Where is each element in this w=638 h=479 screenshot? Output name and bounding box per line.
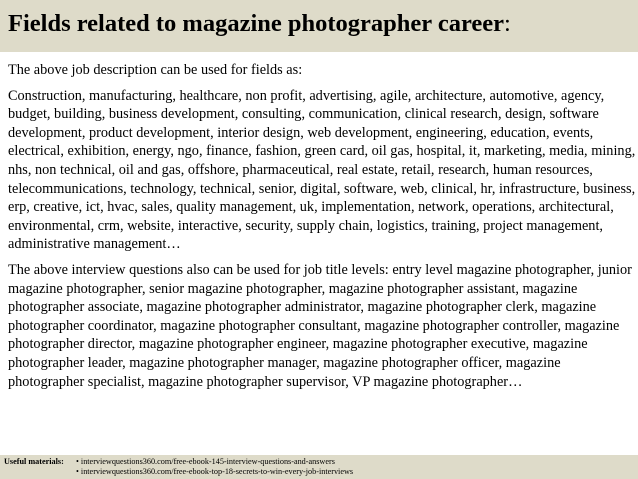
footer-link-2[interactable]: • interviewquestions360.com/free-ebook-top-18-secrets-to-win-every-job-interviews bbox=[76, 467, 354, 476]
footer-row-1 bbox=[4, 457, 638, 467]
footer-link-1[interactable]: • interviewquestions360.com/free-ebook-145-interview-questions-and-answers bbox=[76, 457, 335, 466]
page-title: Fields related to magazine photographer career bbox=[8, 10, 505, 37]
title-colon: : bbox=[504, 10, 511, 37]
fields-paragraph: Construction, manufacturing, healthcare, non profit, advertising, agile, architecture, automotive, agency, budget, building, business development, consulting, communication, clinical research, design, software development, product development, interior design, web development, engineering, education, events, electrical, exhibition, energy, ngo, finance, fashion, green card, oil gas, hospital, it, marketing, media, mining, nhs, non technical, oil and gas, offshore, pharmaceutical, real estate, retail, research, human resources, telecommunications, technology, technical, senior, digital, software, web, clinical, hr, infrastructure, business, erp, creative, ict, hvac, sales, quality management, uk, implementation, network, operations, architectural, environmental, crm, website, interactive, security, supply chain, logistics, training, project management, administrative management… bbox=[8, 87, 636, 253]
intro-text: The above job description can be used for fields as: bbox=[8, 62, 303, 78]
footer-row-2 bbox=[4, 467, 638, 477]
content-area bbox=[8, 61, 636, 398]
title-bar bbox=[0, 0, 638, 52]
footer-bar bbox=[0, 455, 638, 479]
useful-materials-label: Useful materials: bbox=[4, 457, 64, 466]
job-levels-paragraph: The above interview questions also can be used for job title levels: entry level magazine photographer, junior magazine photographer, senior magazine photographer, magazine photographer assistant, magazine photographer associate, magazine photographer administrator, magazine photographer clerk, magazine photographer coordinator, magazine photographer consultant, magazine photographer controller, magazine photographer director, magazine photographer engineer, magazine photographer executive, magazine photographer leader, magazine photographer manager, magazine photographer officer, magazine photographer specialist, magazine photographer supervisor, VP magazine photographer… bbox=[8, 261, 632, 390]
